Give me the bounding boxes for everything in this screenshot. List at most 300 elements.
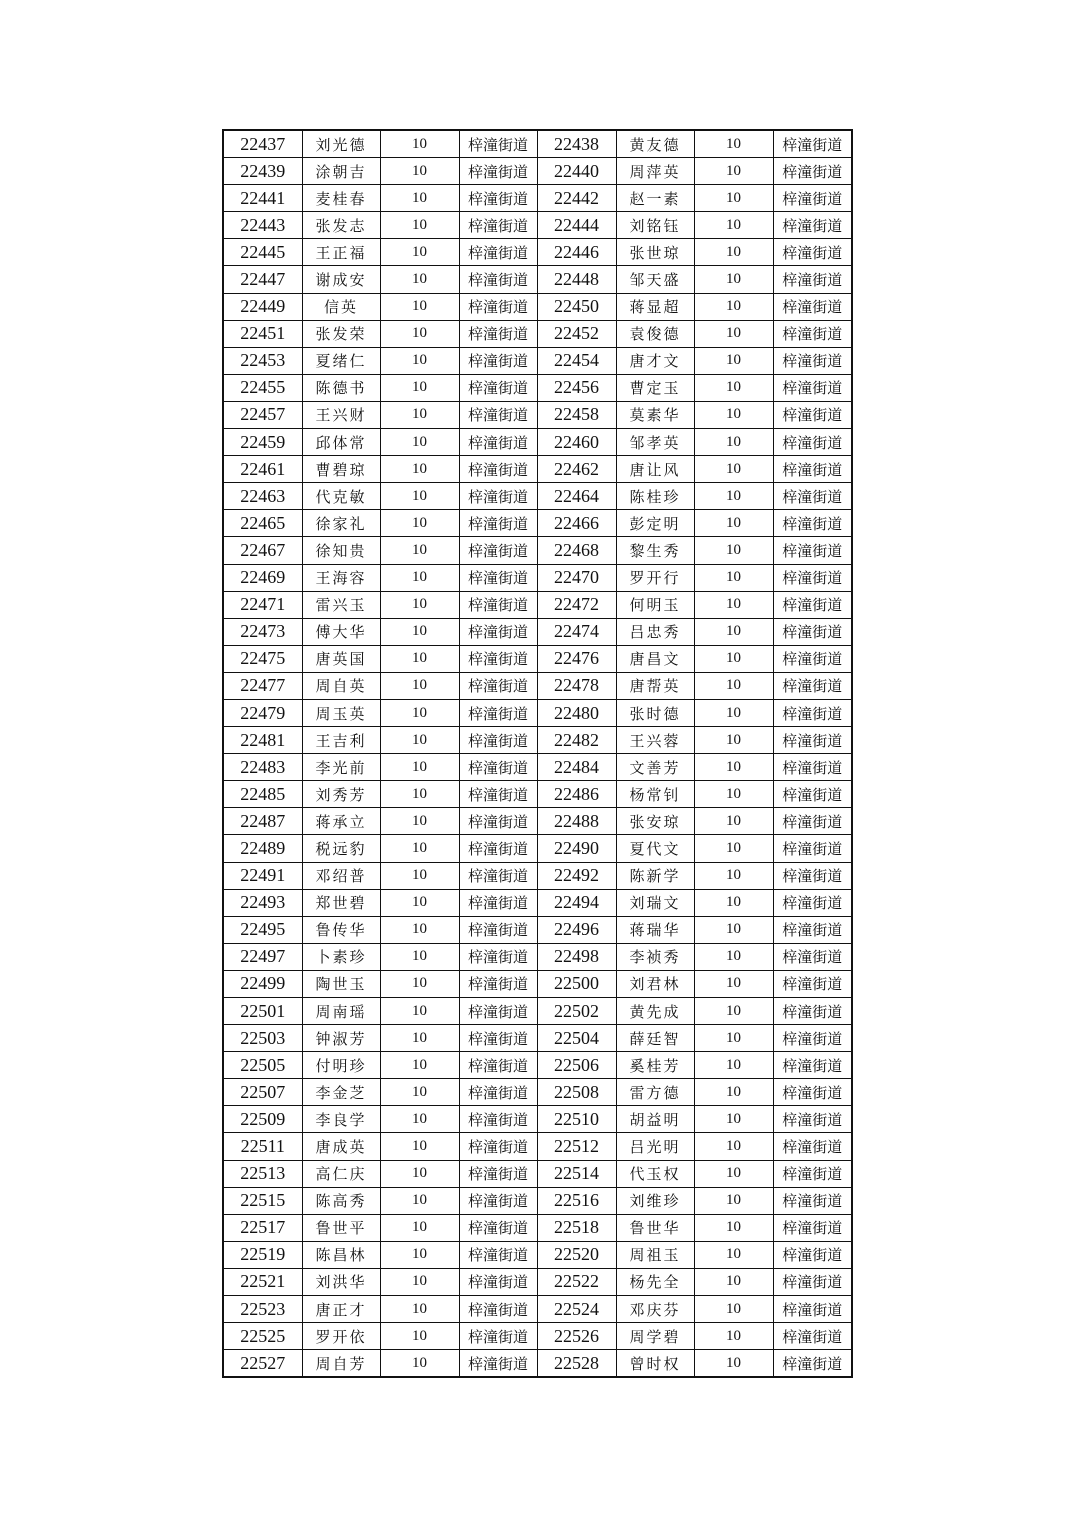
amount-cell: 10 xyxy=(694,591,773,618)
amount-cell: 10 xyxy=(694,347,773,374)
person-name-cell: 王正福 xyxy=(302,239,380,266)
amount-cell: 10 xyxy=(694,1296,773,1323)
street-area-cell: 梓潼街道 xyxy=(459,591,537,618)
street-area-cell: 梓潼街道 xyxy=(459,754,537,781)
record-number-cell: 22507 xyxy=(223,1079,302,1106)
table-row xyxy=(223,483,852,510)
street-area-cell: 梓潼街道 xyxy=(459,510,537,537)
amount-cell: 10 xyxy=(380,916,459,943)
street-area-cell: 梓潼街道 xyxy=(773,293,852,320)
record-number-cell: 22438 xyxy=(537,130,616,158)
amount-cell: 10 xyxy=(380,564,459,591)
amount-cell: 10 xyxy=(380,347,459,374)
street-area-cell: 梓潼街道 xyxy=(773,699,852,726)
amount-cell: 10 xyxy=(380,185,459,212)
record-number-cell: 22444 xyxy=(537,212,616,239)
record-number-cell: 22440 xyxy=(537,158,616,185)
person-name-cell: 鲁世华 xyxy=(616,1214,694,1241)
street-area-cell: 梓潼街道 xyxy=(773,510,852,537)
record-number-cell: 22463 xyxy=(223,483,302,510)
amount-cell: 10 xyxy=(694,401,773,428)
record-number-cell: 22443 xyxy=(223,212,302,239)
street-area-cell: 梓潼街道 xyxy=(773,1133,852,1160)
person-name-cell: 邓庆芬 xyxy=(616,1296,694,1323)
amount-cell: 10 xyxy=(694,889,773,916)
person-name-cell: 刘秀芳 xyxy=(302,781,380,808)
amount-cell: 10 xyxy=(380,1296,459,1323)
amount-cell: 10 xyxy=(694,835,773,862)
street-area-cell: 梓潼街道 xyxy=(459,781,537,808)
amount-cell: 10 xyxy=(694,1187,773,1214)
amount-cell: 10 xyxy=(694,374,773,401)
street-area-cell: 梓潼街道 xyxy=(773,1052,852,1079)
amount-cell: 10 xyxy=(694,808,773,835)
amount-cell: 10 xyxy=(380,1323,459,1350)
street-area-cell: 梓潼街道 xyxy=(459,320,537,347)
person-name-cell: 文善芳 xyxy=(616,754,694,781)
record-number-cell: 22476 xyxy=(537,645,616,672)
amount-cell: 10 xyxy=(694,1133,773,1160)
person-name-cell: 傅大华 xyxy=(302,618,380,645)
amount-cell: 10 xyxy=(694,1350,773,1378)
table-row xyxy=(223,754,852,781)
record-number-cell: 22460 xyxy=(537,429,616,456)
person-name-cell: 刘铭钰 xyxy=(616,212,694,239)
table-row xyxy=(223,158,852,185)
street-area-cell: 梓潼街道 xyxy=(459,1350,537,1378)
street-area-cell: 梓潼街道 xyxy=(459,699,537,726)
record-number-cell: 22501 xyxy=(223,998,302,1025)
amount-cell: 10 xyxy=(694,1268,773,1295)
person-name-cell: 曾时权 xyxy=(616,1350,694,1378)
table-row xyxy=(223,727,852,754)
street-area-cell: 梓潼街道 xyxy=(773,347,852,374)
person-name-cell: 唐正才 xyxy=(302,1296,380,1323)
table-row xyxy=(223,1106,852,1133)
street-area-cell: 梓潼街道 xyxy=(459,1133,537,1160)
table-row xyxy=(223,347,852,374)
record-number-cell: 22515 xyxy=(223,1187,302,1214)
amount-cell: 10 xyxy=(694,185,773,212)
amount-cell: 10 xyxy=(380,401,459,428)
street-area-cell: 梓潼街道 xyxy=(459,862,537,889)
person-name-cell: 邱体常 xyxy=(302,429,380,456)
person-name-cell: 杨先全 xyxy=(616,1268,694,1295)
record-number-cell: 22461 xyxy=(223,456,302,483)
amount-cell: 10 xyxy=(380,1160,459,1187)
person-name-cell: 唐让风 xyxy=(616,456,694,483)
amount-cell: 10 xyxy=(380,320,459,347)
record-number-cell: 22446 xyxy=(537,239,616,266)
street-area-cell: 梓潼街道 xyxy=(773,672,852,699)
amount-cell: 10 xyxy=(694,510,773,537)
record-number-cell: 22491 xyxy=(223,862,302,889)
person-name-cell: 代克敏 xyxy=(302,483,380,510)
amount-cell: 10 xyxy=(380,374,459,401)
record-number-cell: 22497 xyxy=(223,943,302,970)
street-area-cell: 梓潼街道 xyxy=(773,943,852,970)
amount-cell: 10 xyxy=(380,1350,459,1378)
street-area-cell: 梓潼街道 xyxy=(459,1187,537,1214)
person-name-cell: 税远豹 xyxy=(302,835,380,862)
record-number-cell: 22473 xyxy=(223,618,302,645)
person-name-cell: 鲁传华 xyxy=(302,916,380,943)
street-area-cell: 梓潼街道 xyxy=(773,916,852,943)
record-number-cell: 22496 xyxy=(537,916,616,943)
table-row xyxy=(223,1160,852,1187)
person-name-cell: 陈桂珍 xyxy=(616,483,694,510)
amount-cell: 10 xyxy=(694,456,773,483)
person-name-cell: 鲁世平 xyxy=(302,1214,380,1241)
record-number-cell: 22495 xyxy=(223,916,302,943)
record-number-cell: 22477 xyxy=(223,672,302,699)
person-name-cell: 周萍英 xyxy=(616,158,694,185)
table-row xyxy=(223,456,852,483)
amount-cell: 10 xyxy=(380,591,459,618)
street-area-cell: 梓潼街道 xyxy=(459,1079,537,1106)
street-area-cell: 梓潼街道 xyxy=(459,1296,537,1323)
street-area-cell: 梓潼街道 xyxy=(773,1025,852,1052)
record-number-cell: 22462 xyxy=(537,456,616,483)
street-area-cell: 梓潼街道 xyxy=(459,456,537,483)
table-row xyxy=(223,374,852,401)
record-number-cell: 22456 xyxy=(537,374,616,401)
street-area-cell: 梓潼街道 xyxy=(459,130,537,158)
street-area-cell: 梓潼街道 xyxy=(773,1079,852,1106)
table-row xyxy=(223,943,852,970)
amount-cell: 10 xyxy=(694,970,773,997)
amount-cell: 10 xyxy=(380,1106,459,1133)
table-row xyxy=(223,862,852,889)
amount-cell: 10 xyxy=(694,212,773,239)
amount-cell: 10 xyxy=(694,158,773,185)
person-name-cell: 陈高秀 xyxy=(302,1187,380,1214)
street-area-cell: 梓潼街道 xyxy=(459,1214,537,1241)
street-area-cell: 梓潼街道 xyxy=(773,970,852,997)
table-body xyxy=(223,130,852,1377)
person-name-cell: 刘光德 xyxy=(302,130,380,158)
record-number-cell: 22493 xyxy=(223,889,302,916)
amount-cell: 10 xyxy=(380,1241,459,1268)
amount-cell: 10 xyxy=(694,699,773,726)
person-name-cell: 张世琼 xyxy=(616,239,694,266)
person-name-cell: 蒋瑞华 xyxy=(616,916,694,943)
amount-cell: 10 xyxy=(694,429,773,456)
person-name-cell: 代玉权 xyxy=(616,1160,694,1187)
amount-cell: 10 xyxy=(380,510,459,537)
person-name-cell: 涂朝吉 xyxy=(302,158,380,185)
person-name-cell: 雷兴玉 xyxy=(302,591,380,618)
table-row xyxy=(223,781,852,808)
amount-cell: 10 xyxy=(694,1106,773,1133)
person-name-cell: 李金芝 xyxy=(302,1079,380,1106)
table-row xyxy=(223,212,852,239)
amount-cell: 10 xyxy=(694,781,773,808)
amount-cell: 10 xyxy=(380,212,459,239)
record-number-cell: 22510 xyxy=(537,1106,616,1133)
street-area-cell: 梓潼街道 xyxy=(459,970,537,997)
amount-cell: 10 xyxy=(694,1323,773,1350)
person-name-cell: 卜素珍 xyxy=(302,943,380,970)
person-name-cell: 曹碧琼 xyxy=(302,456,380,483)
amount-cell: 10 xyxy=(694,727,773,754)
record-number-cell: 22469 xyxy=(223,564,302,591)
record-number-cell: 22467 xyxy=(223,537,302,564)
street-area-cell: 梓潼街道 xyxy=(773,727,852,754)
record-number-cell: 22492 xyxy=(537,862,616,889)
table-row xyxy=(223,293,852,320)
person-name-cell: 张时德 xyxy=(616,699,694,726)
person-name-cell: 罗开依 xyxy=(302,1323,380,1350)
table-row xyxy=(223,320,852,347)
table-row xyxy=(223,1296,852,1323)
amount-cell: 10 xyxy=(380,672,459,699)
amount-cell: 10 xyxy=(380,429,459,456)
record-number-cell: 22454 xyxy=(537,347,616,374)
street-area-cell: 梓潼街道 xyxy=(459,727,537,754)
street-area-cell: 梓潼街道 xyxy=(459,429,537,456)
table-row xyxy=(223,889,852,916)
amount-cell: 10 xyxy=(380,862,459,889)
record-number-cell: 22483 xyxy=(223,754,302,781)
person-name-cell: 张发志 xyxy=(302,212,380,239)
record-number-cell: 22489 xyxy=(223,835,302,862)
record-number-cell: 22441 xyxy=(223,185,302,212)
person-name-cell: 周自英 xyxy=(302,672,380,699)
record-number-cell: 22459 xyxy=(223,429,302,456)
table-row xyxy=(223,618,852,645)
record-number-cell: 22464 xyxy=(537,483,616,510)
record-number-cell: 22527 xyxy=(223,1350,302,1378)
table-row xyxy=(223,1187,852,1214)
record-number-cell: 22482 xyxy=(537,727,616,754)
person-name-cell: 莫素华 xyxy=(616,401,694,428)
table-row xyxy=(223,645,852,672)
record-number-cell: 22449 xyxy=(223,293,302,320)
street-area-cell: 梓潼街道 xyxy=(773,835,852,862)
person-name-cell: 胡益明 xyxy=(616,1106,694,1133)
record-number-cell: 22509 xyxy=(223,1106,302,1133)
amount-cell: 10 xyxy=(380,1187,459,1214)
record-number-cell: 22512 xyxy=(537,1133,616,1160)
person-name-cell: 陶世玉 xyxy=(302,970,380,997)
record-number-cell: 22470 xyxy=(537,564,616,591)
person-name-cell: 彭定明 xyxy=(616,510,694,537)
record-number-cell: 22447 xyxy=(223,266,302,293)
amount-cell: 10 xyxy=(380,808,459,835)
record-number-cell: 22517 xyxy=(223,1214,302,1241)
record-number-cell: 22484 xyxy=(537,754,616,781)
street-area-cell: 梓潼街道 xyxy=(459,672,537,699)
record-number-cell: 22451 xyxy=(223,320,302,347)
street-area-cell: 梓潼街道 xyxy=(773,239,852,266)
table-row xyxy=(223,970,852,997)
table-row xyxy=(223,672,852,699)
street-area-cell: 梓潼街道 xyxy=(459,1268,537,1295)
person-name-cell: 陈昌林 xyxy=(302,1241,380,1268)
amount-cell: 10 xyxy=(380,537,459,564)
street-area-cell: 梓潼街道 xyxy=(459,239,537,266)
amount-cell: 10 xyxy=(380,970,459,997)
person-name-cell: 周玉英 xyxy=(302,699,380,726)
amount-cell: 10 xyxy=(694,537,773,564)
person-name-cell: 王兴蓉 xyxy=(616,727,694,754)
person-name-cell: 周祖玉 xyxy=(616,1241,694,1268)
amount-cell: 10 xyxy=(380,781,459,808)
street-area-cell: 梓潼街道 xyxy=(459,212,537,239)
record-number-cell: 22521 xyxy=(223,1268,302,1295)
street-area-cell: 梓潼街道 xyxy=(773,483,852,510)
street-area-cell: 梓潼街道 xyxy=(459,1106,537,1133)
street-area-cell: 梓潼街道 xyxy=(773,266,852,293)
street-area-cell: 梓潼街道 xyxy=(773,374,852,401)
record-number-cell: 22471 xyxy=(223,591,302,618)
record-number-cell: 22466 xyxy=(537,510,616,537)
table-row xyxy=(223,1079,852,1106)
person-name-cell: 钟淑芳 xyxy=(302,1025,380,1052)
record-number-cell: 22485 xyxy=(223,781,302,808)
street-area-cell: 梓潼街道 xyxy=(773,456,852,483)
amount-cell: 10 xyxy=(694,483,773,510)
record-number-cell: 22505 xyxy=(223,1052,302,1079)
person-name-cell: 唐英国 xyxy=(302,645,380,672)
person-name-cell: 唐帮英 xyxy=(616,672,694,699)
record-number-cell: 22448 xyxy=(537,266,616,293)
street-area-cell: 梓潼街道 xyxy=(773,130,852,158)
table-row xyxy=(223,1268,852,1295)
record-number-cell: 22520 xyxy=(537,1241,616,1268)
amount-cell: 10 xyxy=(380,727,459,754)
person-name-cell: 刘瑞文 xyxy=(616,889,694,916)
street-area-cell: 梓潼街道 xyxy=(459,564,537,591)
amount-cell: 10 xyxy=(694,645,773,672)
amount-cell: 10 xyxy=(380,483,459,510)
street-area-cell: 梓潼街道 xyxy=(459,374,537,401)
amount-cell: 10 xyxy=(380,266,459,293)
table-row xyxy=(223,130,852,158)
table-row xyxy=(223,510,852,537)
street-area-cell: 梓潼街道 xyxy=(459,158,537,185)
street-area-cell: 梓潼街道 xyxy=(459,1052,537,1079)
record-number-cell: 22499 xyxy=(223,970,302,997)
street-area-cell: 梓潼街道 xyxy=(459,618,537,645)
street-area-cell: 梓潼街道 xyxy=(773,889,852,916)
record-number-cell: 22445 xyxy=(223,239,302,266)
person-name-cell: 赵一素 xyxy=(616,185,694,212)
amount-cell: 10 xyxy=(380,1214,459,1241)
street-area-cell: 梓潼街道 xyxy=(773,998,852,1025)
amount-cell: 10 xyxy=(380,1025,459,1052)
record-number-cell: 22450 xyxy=(537,293,616,320)
amount-cell: 10 xyxy=(694,266,773,293)
record-number-cell: 22453 xyxy=(223,347,302,374)
table-row xyxy=(223,835,852,862)
record-number-cell: 22474 xyxy=(537,618,616,645)
person-name-cell: 黄先成 xyxy=(616,998,694,1025)
record-number-cell: 22511 xyxy=(223,1133,302,1160)
street-area-cell: 梓潼街道 xyxy=(773,1187,852,1214)
amount-cell: 10 xyxy=(694,564,773,591)
street-area-cell: 梓潼街道 xyxy=(459,943,537,970)
amount-cell: 10 xyxy=(380,998,459,1025)
record-number-cell: 22478 xyxy=(537,672,616,699)
person-name-cell: 刘维珍 xyxy=(616,1187,694,1214)
amount-cell: 10 xyxy=(694,618,773,645)
record-number-cell: 22500 xyxy=(537,970,616,997)
table-row xyxy=(223,1025,852,1052)
street-area-cell: 梓潼街道 xyxy=(459,1160,537,1187)
person-name-cell: 张安琼 xyxy=(616,808,694,835)
record-number-cell: 22516 xyxy=(537,1187,616,1214)
street-area-cell: 梓潼街道 xyxy=(459,1323,537,1350)
amount-cell: 10 xyxy=(694,1214,773,1241)
person-name-cell: 陈新学 xyxy=(616,862,694,889)
street-area-cell: 梓潼街道 xyxy=(773,591,852,618)
street-area-cell: 梓潼街道 xyxy=(773,212,852,239)
table-row xyxy=(223,1214,852,1241)
amount-cell: 10 xyxy=(380,1268,459,1295)
record-number-cell: 22468 xyxy=(537,537,616,564)
street-area-cell: 梓潼街道 xyxy=(459,483,537,510)
street-area-cell: 梓潼街道 xyxy=(773,320,852,347)
street-area-cell: 梓潼街道 xyxy=(773,618,852,645)
amount-cell: 10 xyxy=(380,1079,459,1106)
amount-cell: 10 xyxy=(694,1025,773,1052)
person-name-cell: 夏绪仁 xyxy=(302,347,380,374)
street-area-cell: 梓潼街道 xyxy=(459,645,537,672)
amount-cell: 10 xyxy=(380,239,459,266)
amount-cell: 10 xyxy=(694,998,773,1025)
person-name-cell: 郑世碧 xyxy=(302,889,380,916)
record-number-cell: 22439 xyxy=(223,158,302,185)
record-number-cell: 22504 xyxy=(537,1025,616,1052)
person-name-cell: 麦桂春 xyxy=(302,185,380,212)
amount-cell: 10 xyxy=(380,889,459,916)
person-name-cell: 曹定玉 xyxy=(616,374,694,401)
street-area-cell: 梓潼街道 xyxy=(459,537,537,564)
person-name-cell: 付明珍 xyxy=(302,1052,380,1079)
person-name-cell: 罗开行 xyxy=(616,564,694,591)
record-number-cell: 22503 xyxy=(223,1025,302,1052)
table-row xyxy=(223,429,852,456)
person-name-cell: 徐家礼 xyxy=(302,510,380,537)
record-number-cell: 22494 xyxy=(537,889,616,916)
street-area-cell: 梓潼街道 xyxy=(773,645,852,672)
record-number-cell: 22526 xyxy=(537,1323,616,1350)
person-name-cell: 李良学 xyxy=(302,1106,380,1133)
street-area-cell: 梓潼街道 xyxy=(773,781,852,808)
person-name-cell: 谢成安 xyxy=(302,266,380,293)
record-number-cell: 22480 xyxy=(537,699,616,726)
street-area-cell: 梓潼街道 xyxy=(773,1106,852,1133)
table-row xyxy=(223,1133,852,1160)
street-area-cell: 梓潼街道 xyxy=(773,1296,852,1323)
record-number-cell: 22488 xyxy=(537,808,616,835)
record-number-cell: 22486 xyxy=(537,781,616,808)
street-area-cell: 梓潼街道 xyxy=(773,185,852,212)
record-number-cell: 22508 xyxy=(537,1079,616,1106)
street-area-cell: 梓潼街道 xyxy=(459,1025,537,1052)
person-name-cell: 张发荣 xyxy=(302,320,380,347)
street-area-cell: 梓潼街道 xyxy=(459,185,537,212)
street-area-cell: 梓潼街道 xyxy=(773,754,852,781)
amount-cell: 10 xyxy=(380,699,459,726)
amount-cell: 10 xyxy=(694,293,773,320)
street-area-cell: 梓潼街道 xyxy=(773,808,852,835)
amount-cell: 10 xyxy=(694,672,773,699)
street-area-cell: 梓潼街道 xyxy=(459,998,537,1025)
amount-cell: 10 xyxy=(380,456,459,483)
